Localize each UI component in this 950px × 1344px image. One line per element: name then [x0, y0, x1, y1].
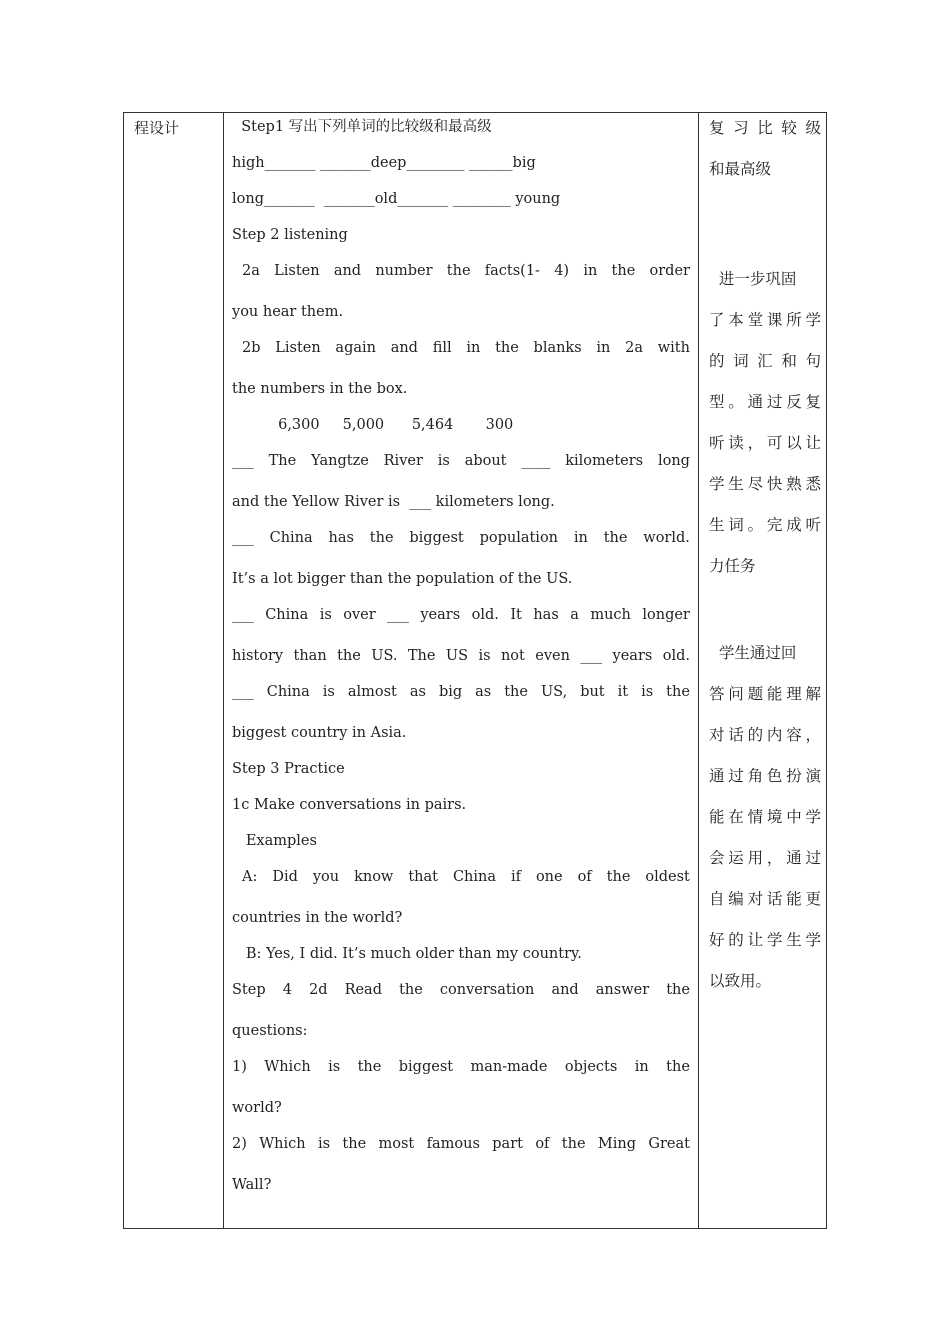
- content-line-2a-2: you hear them.: [232, 304, 344, 320]
- content-line-step2: Step 2 listening: [232, 227, 348, 243]
- note-line-17: 自 编 对 话 能 更: [709, 890, 821, 908]
- note-line-19: 以致用。: [709, 972, 772, 990]
- content-line-f1-2: and the Yellow River is ___ kilometers long.: [232, 494, 555, 510]
- content-line-ex-b: B: Yes, I did. It’s much older than my country.: [232, 946, 582, 962]
- content-line-ex-a1: A: Did you know that China if one of the oldest: [242, 869, 690, 885]
- content-line-1c: 1c Make conversations in pairs.: [232, 797, 467, 813]
- content-line-step3: Step 3 Practice: [232, 761, 345, 777]
- content-line-step1: Step1 写出下列单词的比较级和最高级: [232, 119, 492, 135]
- content-line-q2-2: Wall?: [232, 1177, 272, 1193]
- note-line-12: 答 问 题 能 理 解: [709, 685, 821, 703]
- content-line-examples: Examples: [232, 833, 317, 849]
- note-line-13: 对 话 的 内 容 ，: [709, 726, 821, 744]
- note-line-18: 好 的 让 学 生 学: [709, 931, 821, 949]
- note-line-3: 进一步巩固: [709, 270, 797, 288]
- content-line-q1-1: 1) Which is the biggest man-made objects in the: [232, 1059, 690, 1075]
- note-line-6: 型 。 通 过 反 复: [709, 393, 821, 411]
- note-line-15: 能 在 情 境 中 学: [709, 808, 821, 826]
- content-line-f3-1: ___ China is over ___ years old. It has a much longer: [232, 607, 690, 623]
- note-line-2: 和最高级: [709, 160, 772, 178]
- note-line-1: 复 习 比 较 级: [709, 119, 821, 137]
- content-line-step4-1: Step 4 2d Read the conversation and answer the: [232, 982, 690, 998]
- note-line-7: 听 读 ， 可 以 让: [709, 434, 821, 452]
- section-label: 程设计: [134, 119, 180, 137]
- content-line-q2-1: 2) Which is the most famous part of the Ming Great: [232, 1136, 690, 1152]
- content-line-f2-1: ___ China has the biggest population in the world.: [232, 530, 690, 546]
- content-line-f1-1: ___ The Yangtze River is about ____ kilometers long: [232, 453, 690, 469]
- note-line-11: 学生通过回: [709, 644, 797, 662]
- content-line-q1-2: world?: [232, 1100, 282, 1116]
- content-line-step4-2: questions:: [232, 1023, 308, 1039]
- content-line-numbers: 6,300 5,000 5,464 300: [232, 417, 514, 433]
- content-line-2b-2: the numbers in the box.: [232, 381, 408, 397]
- note-line-4: 了 本 堂 课 所 学: [709, 311, 821, 329]
- note-line-10: 力任务: [709, 557, 756, 575]
- content-line-words1: high_______ _______deep________ ______big: [232, 155, 536, 171]
- lesson-table: [123, 112, 827, 1229]
- content-line-2a-1: 2a Listen and number the facts(1- 4) in the order: [242, 263, 690, 279]
- content-line-f4-2: biggest country in Asia.: [232, 725, 407, 741]
- note-line-14: 通 过 角 色 扮 演: [709, 767, 821, 785]
- content-line-2b-1: 2b Listen again and fill in the blanks in 2a with: [242, 340, 690, 356]
- column-divider-1: [223, 113, 224, 1228]
- content-line-f3-2: history than the US. The US is not even ___ years old.: [232, 648, 690, 664]
- note-line-16: 会 运 用 ， 通 过: [709, 849, 821, 867]
- content-line-f2-2: It’s a lot bigger than the population of the US.: [232, 571, 573, 587]
- note-line-9: 生 词 。 完 成 听: [709, 516, 821, 534]
- note-line-5: 的 词 汇 和 句: [709, 352, 821, 370]
- column-divider-2: [698, 113, 699, 1228]
- note-line-8: 学 生 尽 快 熟 悉: [709, 475, 821, 493]
- content-line-ex-a2: countries in the world?: [232, 910, 403, 926]
- content-line-words2: long_______ _______old_______ ________ young: [232, 191, 561, 207]
- content-line-f4-1: ___ China is almost as big as the US, but it is the: [232, 684, 690, 700]
